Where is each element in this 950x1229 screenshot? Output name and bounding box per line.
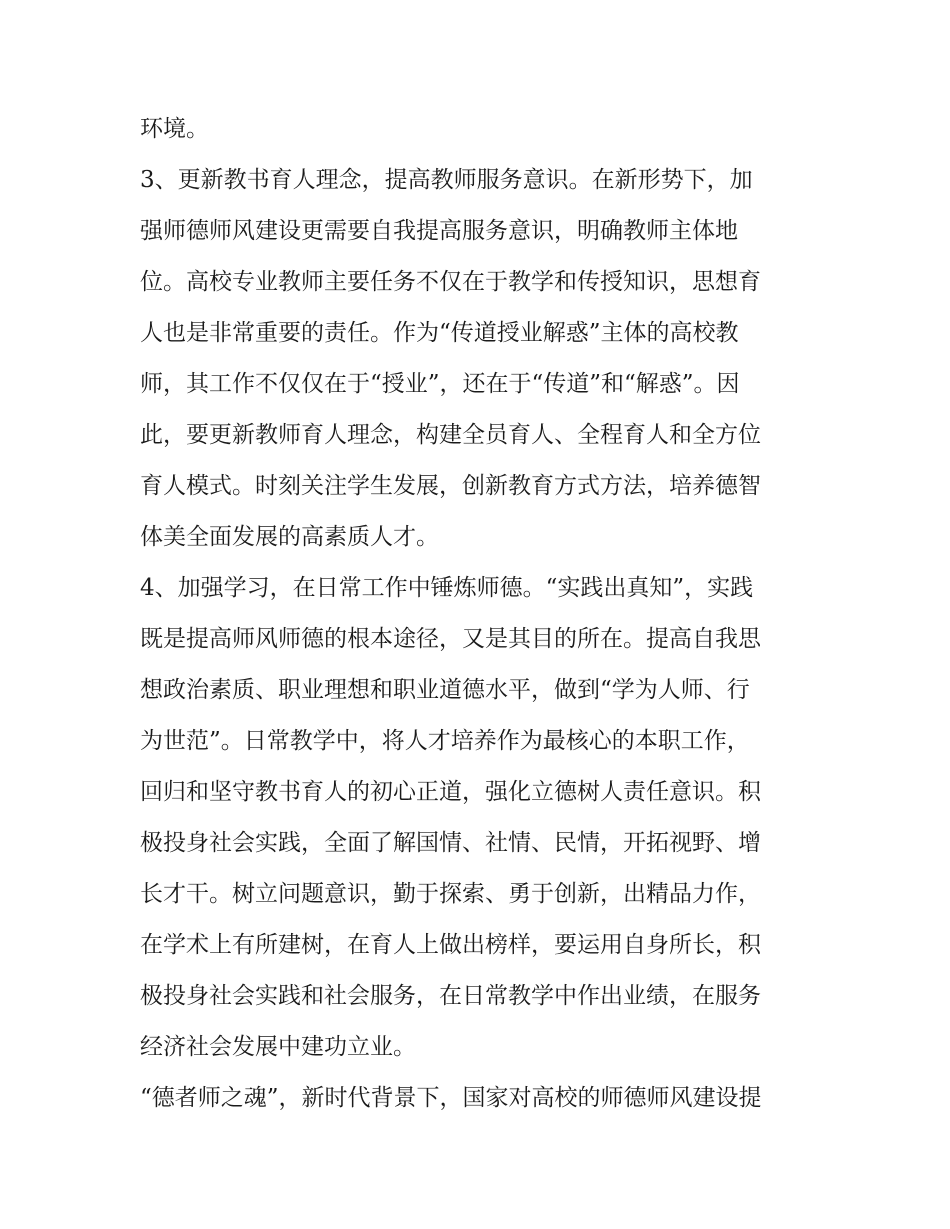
text-line: 4、加强学习，在日常工作中锤炼师德。“实践出真知”，实践 — [140, 575, 754, 601]
text-line: 极投身社会实践和社会服务，在日常教学中作出业绩，在服务 — [140, 983, 761, 1009]
text-line: 为世范”。日常教学中，将人才培养作为最核心的本职工作， — [140, 728, 750, 754]
text-line: 极投身社会实践，全面了解国情、社情、民情，开拓视野、增 — [140, 830, 761, 856]
text-line: 此，要更新教师育人理念，构建全员育人、全程育人和全方位 — [140, 422, 761, 448]
text-line: “德者师之魂”，新时代背景下，国家对高校的师德师风建设提 — [140, 1085, 762, 1111]
text-line: 强师德师风建设更需要自我提高服务意识，明确教师主体地 — [140, 218, 738, 244]
text-line: 3、更新教书育人理念，提高教师服务意识。在新形势下，加 — [140, 167, 753, 193]
text-line: 经济社会发展中建功立业。 — [140, 1034, 416, 1060]
text-line: 既是提高师风师德的根本途径，又是其目的所在。提高自我思 — [140, 626, 761, 652]
text-line: 回归和坚守教书育人的初心正道，强化立德树人责任意识。积 — [140, 779, 761, 805]
text-line: 长才干。树立问题意识，勤于探索、勇于创新，出精品力作， — [140, 881, 761, 907]
text-line: 想政治素质、职业理想和职业道德水平，做到“学为人师、行 — [140, 677, 750, 703]
text-line: 师，其工作不仅仅在于“授业”，还在于“传道”和“解惑”。因 — [140, 371, 740, 397]
text-line: 体美全面发展的高素质人才。 — [140, 524, 439, 550]
text-line: 在学术上有所建树，在育人上做出榜样，要运用自身所长，积 — [140, 932, 761, 958]
text-line: 位。高校专业教师主要任务不仅在于教学和传授知识，思想育 — [140, 269, 761, 295]
text-line: 人也是非常重要的责任。作为“传道授业解惑”主体的高校教 — [140, 320, 739, 346]
text-line: 环境。 — [140, 116, 209, 142]
body-text — [140, 104, 820, 1124]
text-line: 育人模式。时刻关注学生发展，创新教育方式方法，培养德智 — [140, 473, 761, 499]
